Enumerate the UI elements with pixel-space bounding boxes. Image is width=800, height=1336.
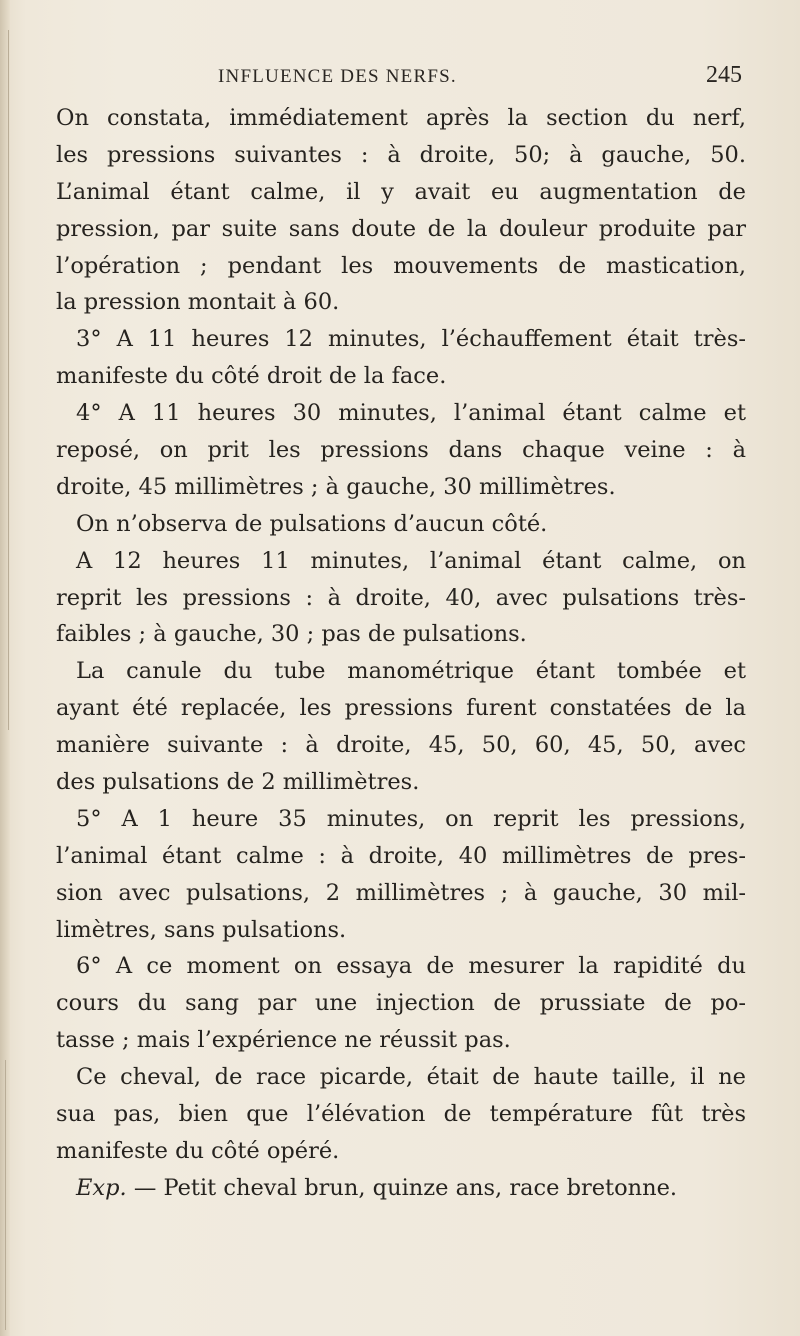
experiment-text: — Petit cheval brun, quinze ans, race bretonne.: [126, 1174, 678, 1201]
text-line: l’animal étant calme : à droite, 40 millimètres de pres-: [56, 842, 746, 869]
text-line: manière suivante : à droite, 45, 50, 60, 45, 50, avec: [56, 732, 746, 759]
text-line: pression, par suite sans doute de la douleur produite par: [56, 215, 746, 242]
text-line: limètres, sans pulsations.: [56, 916, 347, 943]
spine-shadow: [8, 30, 9, 730]
text-line: reposé, on prit les pressions dans chaque veine : à: [56, 437, 746, 464]
text-line: A 12 heures 11 minutes, l’animal étant calme, on: [76, 547, 746, 574]
page-header: [218, 62, 742, 92]
page-number: 245: [706, 62, 742, 88]
text-line: la pression montait à 60.: [56, 289, 340, 316]
text-line: faibles ; à gauche, 30 ; pas de pulsations.: [56, 621, 527, 648]
experiment-line: [56, 1170, 746, 1207]
text-line: sion avec pulsations, 2 millimètres ; à gauche, 30 mil-: [56, 879, 746, 906]
text-line: droite, 45 millimètres ; à gauche, 30 millimètres.: [56, 473, 616, 500]
spine-shadow-lower: [5, 1060, 6, 1330]
text-line: L’animal étant calme, il y avait eu augmentation de: [56, 178, 746, 205]
text-line: 4° A 11 heures 30 minutes, l’animal étant calme et: [76, 400, 746, 427]
text-line: manifeste du côté droit de la face.: [56, 363, 447, 390]
text-line: On constata, immédiatement après la section du nerf,: [56, 105, 746, 131]
text-line: cours du sang par une injection de prussiate de po-: [56, 990, 746, 1017]
text-line: ayant été replacée, les pressions furent constatées de la: [56, 695, 746, 722]
text-line: des pulsations de 2 millimètres.: [56, 769, 420, 796]
text-line: 5° A 1 heure 35 minutes, on reprit les pressions,: [76, 805, 746, 832]
text-line: sua pas, bien que l’élévation de température fût très: [56, 1101, 746, 1128]
text-line: On n’observa de pulsations d’aucun côté.: [76, 510, 548, 537]
text-line: 6° A ce moment on essaya de mesurer la rapidité du: [76, 953, 746, 980]
text-line: tasse ; mais l’expérience ne réussit pas.: [56, 1027, 511, 1054]
text-line: manifeste du côté opéré.: [56, 1137, 340, 1164]
text-line: reprit les pressions : à droite, 40, avec pulsations très-: [56, 584, 746, 611]
text-line: l’opération ; pendant les mouvements de mastication,: [56, 252, 746, 279]
body-text: [56, 100, 746, 1207]
text-line: La canule du tube manométrique étant tombée et: [76, 658, 746, 685]
text-line: 3° A 11 heures 12 minutes, l’échauffement était très-: [76, 326, 746, 353]
text-line: les pressions suivantes : à droite, 50; à gauche, 50.: [56, 141, 746, 168]
running-head: INFLUENCE DES NERFS.: [218, 66, 457, 87]
experiment-label: Exp.: [76, 1174, 127, 1201]
text-line: Ce cheval, de race picarde, était de haute taille, il ne: [76, 1064, 746, 1091]
